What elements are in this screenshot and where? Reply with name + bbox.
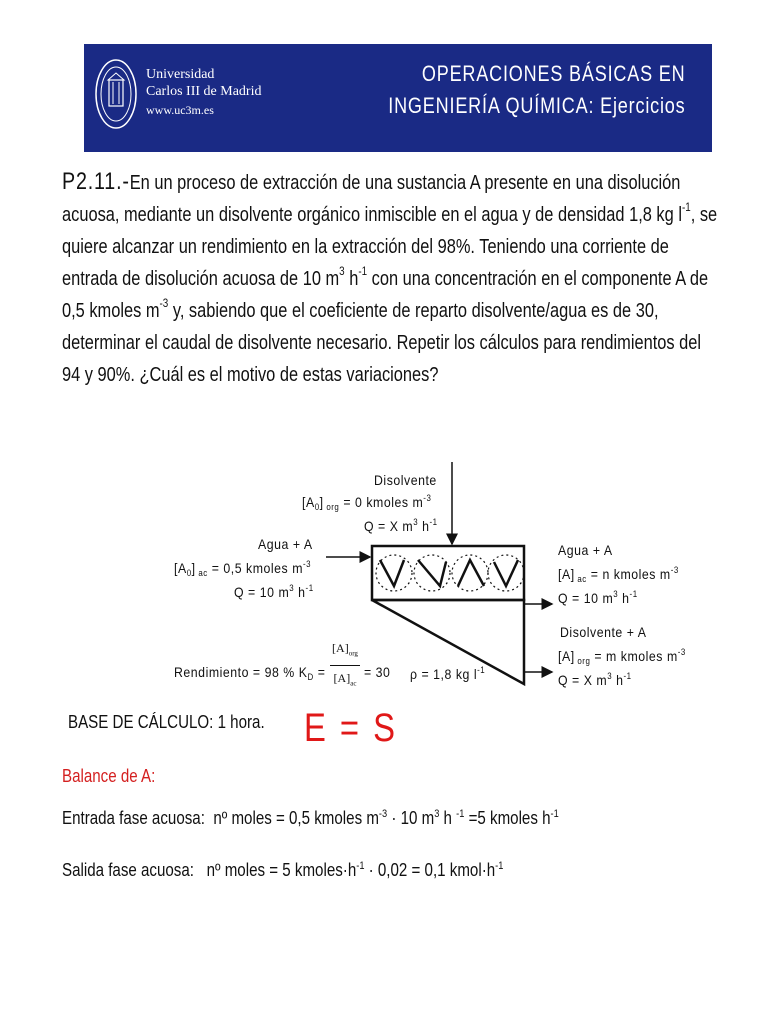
water-outlet-conc-text: = n kmoles m <box>590 566 671 582</box>
yield-kd-label: Rendimiento = 98 % $K_D$ = <box>174 664 326 682</box>
water-inlet-conc: $[A_0] _{ac} = 0,5$ kmoles $m^{-3}$ <box>174 559 312 578</box>
solvent-outlet-conc: [A] $_{org}$ = m kmoles $m^{-3}$ <box>558 647 686 666</box>
water-inlet-flow: Q = 10 $m^3$ $h^{-1}$ <box>234 583 314 600</box>
problem-text-3: h <box>344 268 359 290</box>
density-text: ρ = 1,8 kg l <box>410 666 478 682</box>
problem-text-1: En un proceso de extracción de una sustancia A presente en una disolución acuosa, mediante un disolvente orgánico inmiscible en el agua y de densidad 1,8 kg l <box>62 172 682 226</box>
mixer-elements <box>376 555 524 591</box>
course-title-line2: INGENIERÍA QUÍMICA: Ejercicios <box>388 93 686 118</box>
solvent-inlet-title: Disolvente <box>374 472 437 488</box>
entrada-line: Entrada fase acuosa: nº moles = 0,5 kmoles $m^{-3} \cdot 10$ $m^3$ h $^{-1}$ =5 kmoles $h^{-1}$ <box>62 808 559 828</box>
solvent-inlet-flow-text: Q = X m <box>364 518 414 534</box>
yield-text: Rendimiento = 98 % K <box>174 664 308 680</box>
solvent-outlet-flow: Q = X $m^3$ $h^{-1}$ <box>558 671 632 688</box>
water-outlet-conc: [A] $_{ac}$ = n kmoles $m^{-3}$ <box>558 565 679 584</box>
water-outlet-flow-text: Q = 10 m <box>558 590 614 606</box>
salida-line: Salida fase acuosa: nº moles = 5 $kmoles\cdot h^{-1} \cdot 0,02 = 0,1$ $kmol\cdot h^{-1}$ <box>62 860 504 880</box>
problem-sup-4: -3 <box>159 296 169 311</box>
kd-fraction <box>330 640 360 692</box>
problem-text-4: con una concentración en el componente A de 0,5 kmoles m <box>62 268 709 322</box>
problem-sup-1: -1 <box>681 200 691 215</box>
balance-title: Balance de A: <box>62 766 156 786</box>
problem-sup-3: -1 <box>358 264 368 279</box>
solvent-inlet-conc-text: = 0 kmoles m <box>343 494 424 510</box>
solvent-outlet-title: Disolvente + A <box>560 624 647 640</box>
university-line1: Universidad <box>146 67 215 82</box>
kd-denominator: $[A]_{ac}$ <box>333 671 357 688</box>
entrada-expr: nº moles = 0,5 kmoles m <box>213 808 379 828</box>
water-outlet-title: Agua + A <box>558 542 613 558</box>
entrada-label: Entrada fase acuosa: <box>62 808 205 828</box>
solvent-inlet-conc: $[A_0] _{org} = 0$ kmoles $m^{-3}$ <box>302 493 432 512</box>
problem-text-2: , se quiere alcanzar un rendimiento en la extracción del 98%. Teniendo una corriente de entrada de disolución acuosa de 10 m <box>62 204 718 290</box>
density-label: ρ = 1,8 kg $l^{-1}$ <box>410 665 486 682</box>
university-line2: Carlos III de Madrid <box>146 84 262 99</box>
solvent-outlet-conc-text: = m kmoles m <box>594 648 678 664</box>
problem-number: P2.11.- <box>62 168 130 195</box>
kd-value: = 30 <box>364 664 391 680</box>
course-title-line1: OPERACIONES BÁSICAS EN <box>422 61 686 86</box>
solvent-outlet-flow-text: Q = X m <box>558 672 608 688</box>
water-inlet-flow-text: Q = 10 m <box>234 584 290 600</box>
salida-label: Salida fase acuosa: <box>62 860 194 880</box>
extractor-column <box>372 546 524 600</box>
water-inlet-conc-text: = 0,5 kmoles m <box>211 560 303 576</box>
kd-numerator: $[A]_{org}$ <box>332 641 358 658</box>
base-calculo: BASE DE CÁLCULO: 1 hora. <box>68 712 265 732</box>
water-outlet-flow: Q = 10 $m^3$ $h^{-1}$ <box>558 589 638 606</box>
balance-equation: E = S <box>304 706 398 750</box>
water-inlet-title: Agua + A <box>258 536 313 552</box>
problem-sup-2: 3 <box>339 264 345 279</box>
problem-text-5: y, sabiendo que el coeficiente de reparto disolvente/agua es de 30, determinar el caudal de disolvente necesario. Repetir los cálculos para rendimientos del 94 y 90%. ¿Cuál es el motivo de estas variaciones? <box>62 300 702 386</box>
solvent-inlet-flow: Q = X $m^3$ $h^{-1}$ <box>364 517 438 534</box>
kd-fraction-bar <box>330 665 360 666</box>
salida-expr: nº moles = 5 kmoles·h <box>206 860 357 880</box>
university-url: www.uc3m.es <box>146 103 214 117</box>
